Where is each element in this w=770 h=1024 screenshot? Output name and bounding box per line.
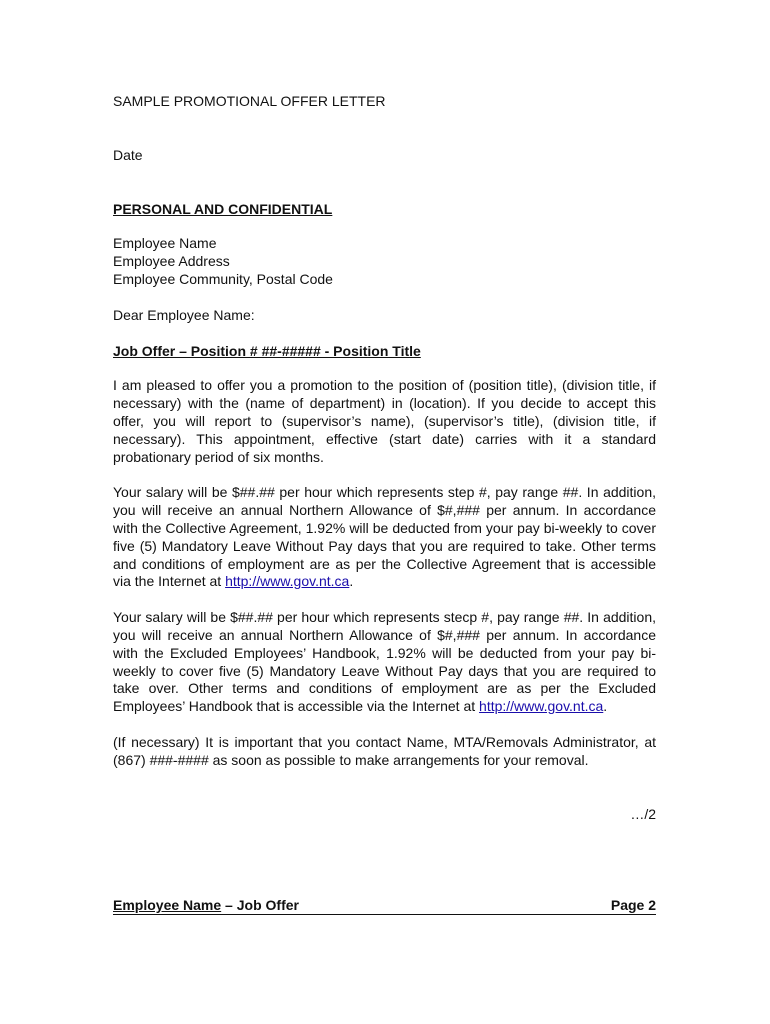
paragraph-text: Your salary will be $##.## per hour which represents step #, pay range ##. In addition, you will receive an annual Northern Allowance of $#,### per annum. In accordance with the Collective Agreement, 1.92% will be deducted from your pay bi-weekly to cover five (5) Mandatory Leave Without Pay days that you are required to take. Other terms and conditions of employment are as per the Collective Agreement that is accessible via the Internet at [113, 484, 656, 590]
date-label: Date [113, 146, 143, 163]
footer-doc-title: Job Offer [236, 897, 299, 913]
footer-employee-name: Employee Name [113, 897, 222, 913]
paragraph-offer: I am pleased to offer you a promotion to the position of (position title), (division title, if necessary) with the (name of department) in (location). If you decide to accept this offer, you will report to (supervisor’s name), (supervisor’s title), (division title, if necessary). This appointment, effective (start date) carries with it a standard probationary period of six months. [113, 377, 656, 465]
recipient-name: Employee Name [113, 235, 217, 252]
paragraph-text: Your salary will be $##.## per hour which represents stecp #, pay range ##. In addition, you will receive an annual Northern Allowance of $#,### per annum. In accordance with the Excluded Employees’ Handbook, 1.92% will be deducted from your pay bi-weekly to cover five (5) Mandatory Leave Without Pay days that you are required to take over. Other terms and conditions of employment are as per the Excluded Employees’ Handbook that is accessible via the Internet at [113, 609, 656, 715]
gov-link[interactable]: http://www.gov.nt.ca [479, 698, 604, 715]
page-footer [113, 897, 656, 915]
recipient-street: Employee Address [113, 253, 230, 270]
document-title: SAMPLE PROMOTIONAL OFFER LETTER [113, 93, 386, 109]
gov-link[interactable]: http://www.gov.nt.ca [225, 573, 350, 590]
paragraph-end: . [349, 573, 354, 590]
subject-line: Job Offer – Position # ##-##### - Position Title [113, 342, 421, 359]
page-continuation: …/2 [630, 805, 656, 822]
footer-separator: – [221, 897, 237, 913]
recipient-community: Employee Community, Postal Code [113, 270, 333, 287]
salutation: Dear Employee Name: [113, 306, 255, 323]
paragraph-salary-excluded [113, 609, 656, 716]
paragraph-removal: (If necessary) It is important that you contact Name, MTA/Removals Administrator, at (867) ###-#### as soon as possible to make arrangements for your removal. [113, 733, 656, 768]
paragraph-salary-collective [113, 484, 656, 591]
recipient-address [113, 235, 656, 288]
footer-page-number: Page 2 [610, 897, 656, 913]
footer-left [113, 897, 299, 914]
confidential-heading: PERSONAL AND CONFIDENTIAL [113, 200, 333, 217]
letter-body [113, 93, 656, 823]
paragraph-end: . [603, 698, 608, 715]
